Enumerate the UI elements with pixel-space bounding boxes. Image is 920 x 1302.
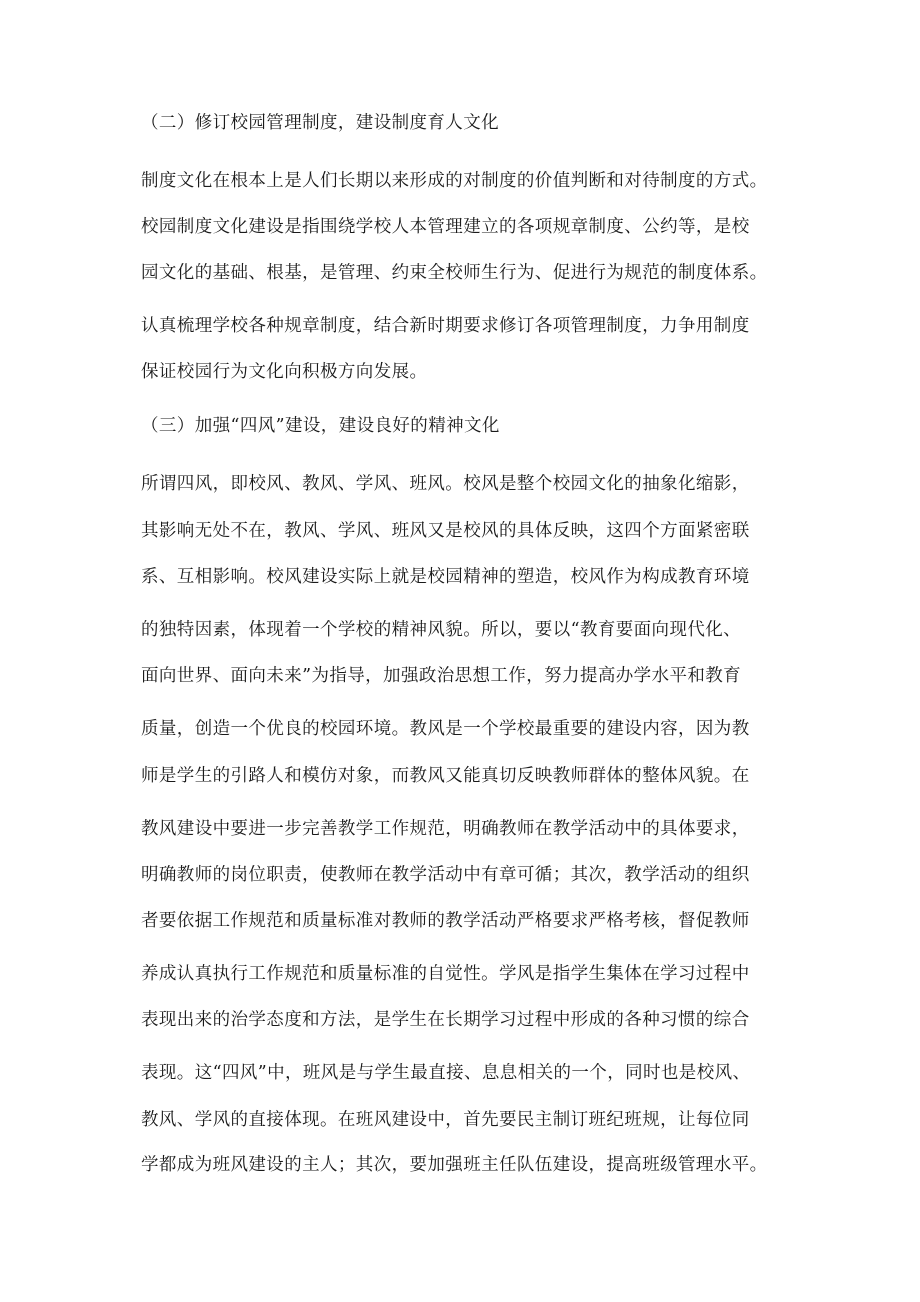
paragraph-line: 其影响无处不在，教风、学风、班风又是校风的具体反映，这四个方面紧密联 — [141, 521, 750, 541]
paragraph-line: 面向世界、面向未来”为指导，加强政治思想工作，努力提高办学水平和教育 — [141, 666, 742, 686]
paragraph-line: 学都成为班风建设的主人；其次，要加强班主任队伍建设，提高班级管理水平。 — [141, 1155, 768, 1175]
paragraph-line: 认真梳理学校各种规章制度，结合新时期要求修订各项管理制度，力争用制度 — [141, 316, 750, 336]
section-heading-3: （三）加强“四风”建设，建设良好的精神文化 — [141, 416, 500, 436]
paragraph-line: 师是学生的引路人和模仿对象，而教风又能真切反映教师群体的整体风貌。在 — [141, 766, 750, 786]
paragraph-line: 教风、学风的直接体现。在班风建设中，首先要民主制订班纪班规，让每位同 — [141, 1110, 750, 1130]
paragraph-line: 所谓四风，即校风、教风、学风、班风。校风是整个校园文化的抽象化缩影， — [141, 474, 750, 494]
paragraph-line: 的独特因素，体现着一个学校的精神风貌。所以，要以“教育要面向现代化、 — [141, 620, 742, 640]
paragraph-line: 制度文化在根本上是人们长期以来形成的对制度的价值判断和对待制度的方式。 — [141, 171, 768, 191]
paragraph-line: 系、互相影响。校风建设实际上就是校园精神的塑造，校风作为构成教育环境 — [141, 567, 750, 587]
paragraph-line: 园文化的基础、根基，是管理、约束全校师生行为、促进行为规范的制度体系。 — [141, 263, 768, 283]
paragraph-line: 质量，创造一个优良的校园环境。教风是一个学校最重要的建设内容，因为教 — [141, 719, 750, 739]
paragraph-line: 者要依据工作规范和质量标准对教师的教学活动严格要求严格考核，督促教师 — [141, 911, 750, 931]
section-heading-2: （二）修订校园管理制度，建设制度育人文化 — [141, 113, 499, 133]
paragraph-line: 保证校园行为文化向积极方向发展。 — [141, 362, 428, 382]
paragraph-line: 表现出来的治学态度和方法，是学生在长期学习过程中形成的各种习惯的综合 — [141, 1010, 750, 1030]
paragraph-line: 养成认真执行工作规范和质量标准的自觉性。学风是指学生集体在学习过程中 — [141, 964, 750, 984]
paragraph-line: 教风建设中要进一步完善教学工作规范，明确教师在教学活动中的具体要求， — [141, 819, 750, 839]
paragraph-line: 表现。这“四风”中，班风是与学生最直接、息息相关的一个，同时也是校风、 — [141, 1063, 751, 1083]
paragraph-line: 明确教师的岗位职责，使教师在教学活动中有章可循；其次，教学活动的组织 — [141, 865, 750, 885]
paragraph-line: 校园制度文化建设是指围绕学校人本管理建立的各项规章制度、公约等，是校 — [141, 217, 750, 237]
